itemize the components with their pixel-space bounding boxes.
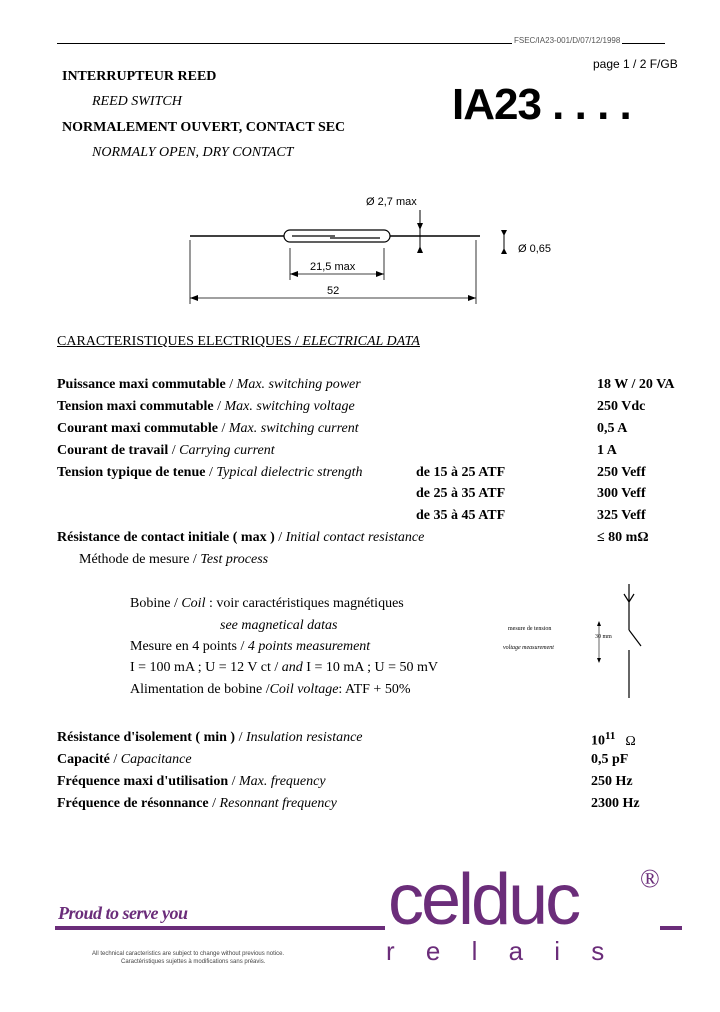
spec-row-dielectric: Tension typique de tenue / Typical dielectric strength [57,465,363,480]
dim-diameter-body: Ø 2,7 max [366,196,417,208]
spec-label-en: Resonnant frequency [219,796,337,811]
spec-value-current: 0,5 A [597,421,628,436]
spec-row-carrying: Courant de travail / Carrying current [57,443,275,458]
spec-label-fr: Courant de travail [57,443,169,458]
electrical-heading-en: ELECTRICAL DATA [302,334,420,349]
subtitle-en: NORMALY OPEN, DRY CONTACT [92,145,294,160]
spec-value-insulation [591,730,636,750]
spec-value-voltage: 250 Vdc [597,399,646,414]
insulation-exponent: 11 [605,730,616,742]
test-method-en: Test process [200,552,269,567]
spec-label-en: Max. switching voltage [224,399,355,414]
dim-total-length: 52 [327,285,340,297]
coil-en: Coil [181,596,206,611]
current-line [130,660,438,676]
spec-label-fr: Résistance de contact initiale ( max ) [57,530,275,545]
disclaimer-fr: Caractéristiques sujettes à modifications sans préavis. [121,959,266,965]
current-line-a: I = 100 mA ; U = 12 V ct / [130,660,282,675]
spec-label-en: Max. switching current [228,421,359,436]
spec-value-max-frequency: 250 Hz [591,774,633,789]
insulation-unit: Ω [625,733,636,749]
spec-value-dielectric-2: 300 Veff [597,486,646,501]
spec-label-fr: Tension typique de tenue [57,465,206,480]
supply-line [130,682,411,698]
spec-value-power: 18 W / 20 VA [597,377,675,392]
spec-label-fr: Résistance d'isolement ( min ) [57,730,236,745]
spec-label-fr: Tension maxi commutable [57,399,214,414]
spec-value-capacitance: 0,5 pF [591,752,629,767]
spec-row-voltage: Tension maxi commutable / Max. switching voltage [57,399,355,414]
spec-label-fr: Capacité [57,752,110,767]
title-en: REED SWITCH [92,94,182,109]
measure-fr: Mesure en 4 points [130,639,237,654]
spec-value-dielectric-3: 325 Veff [597,508,646,523]
reed-switch-drawing [180,190,570,310]
subtitle-fr: NORMALEMENT OUVERT, CONTACT SEC [62,120,346,135]
supply-rest: : ATF + 50% [338,682,411,697]
supply-en: Coil voltage [269,682,339,697]
test-circuit-diagram [585,580,645,700]
measure-line: Mesure en 4 points / 4 points measurement [130,639,371,654]
coil-line: Bobine / Coil : voir caractéristiques magnétiques [130,596,404,611]
diagram-dimension: 30 mm [595,634,612,640]
spec-row-power: Puissance maxi commutable / Max. switching power [57,377,361,392]
coil-see: see magnetical datas [220,618,338,633]
spec-label-fr: Courant maxi commutable [57,421,218,436]
spec-value-carrying: 1 A [597,443,617,458]
spec-label-en: Max. switching power [236,377,361,392]
brand-logo: celduc [388,860,579,940]
spec-label-en: Typical dielectric strength [216,465,363,480]
footer-rule-right [660,926,682,930]
atf-range-3: de 35 à 45 ATF [416,508,506,523]
disclaimer-en: All technical caracteristics are subject to change without previous notice. [92,951,285,957]
diagram-label-fr: mesure de tension [508,626,552,632]
dim-diameter-wire: Ø 0,65 [518,243,552,255]
test-method: Méthode de mesure / Test process [79,552,269,567]
current-line-b: I = 10 mA ; U = 50 mV [302,660,438,675]
spec-label-fr: Puissance maxi commutable [57,377,226,392]
model-number: IA23 . . . . [452,80,631,129]
current-line-and: and [281,660,303,675]
brand-subtitle: r e l a i s [386,936,617,966]
atf-range-2: de 25 à 35 ATF [416,486,506,501]
spec-row-capacitance: Capacité / Capacitance [57,752,192,767]
measure-en: 4 points measurement [247,639,371,654]
test-method-fr: Méthode de mesure [79,552,190,567]
page-label: page 1 / 2 F/GB [593,57,678,71]
diagram-label-en: voltage measurement [503,645,554,651]
spec-row-current: Courant maxi commutable / Max. switching current [57,421,359,436]
spec-label-en: Capacitance [120,752,192,767]
coil-rest: : voir caractéristiques magnétiques [205,596,404,611]
spec-row-resonant-frequency: Fréquence de résonnance / Resonnant frequency [57,796,337,811]
electrical-heading-fr: CARACTERISTIQUES ELECTRIQUES [57,334,292,349]
spec-label-fr: Fréquence maxi d'utilisation [57,774,229,789]
registered-mark: ® [640,864,660,893]
footer-rule-left [55,926,385,930]
spec-label-fr: Fréquence de résonnance [57,796,209,811]
dim-body-length: 21,5 max [310,261,356,273]
spec-value-resonant-frequency: 2300 Hz [591,796,640,811]
coil-fr: Bobine [130,596,171,611]
spec-row-max-frequency: Fréquence maxi d'utilisation / Max. frequency [57,774,326,789]
spec-value-contact-resistance: ≤ 80 mΩ [597,530,649,545]
spec-row-insulation: Résistance d'isolement ( min ) / Insulation resistance [57,730,363,745]
spec-label-en: Max. frequency [239,774,326,789]
spec-label-en: Insulation resistance [245,730,363,745]
slogan: Proud to serve you [58,903,188,923]
spec-label-en: Initial contact resistance [285,530,425,545]
spec-row-contact-resistance: Résistance de contact initiale ( max ) / Initial contact resistance [57,530,425,545]
heading-separator: / [291,334,303,349]
supply-fr: Alimentation de bobine / [130,682,270,697]
spec-value-dielectric-1: 250 Veff [597,465,646,480]
title-fr: INTERRUPTEUR REED [62,69,217,84]
doc-reference: FSEC/IA23-001/D/07/12/1998 [514,36,621,45]
spec-label-en: Carrying current [179,443,275,458]
electrical-heading [57,334,420,350]
insulation-base: 10 [591,733,605,749]
atf-range-1: de 15 à 25 ATF [416,465,506,480]
